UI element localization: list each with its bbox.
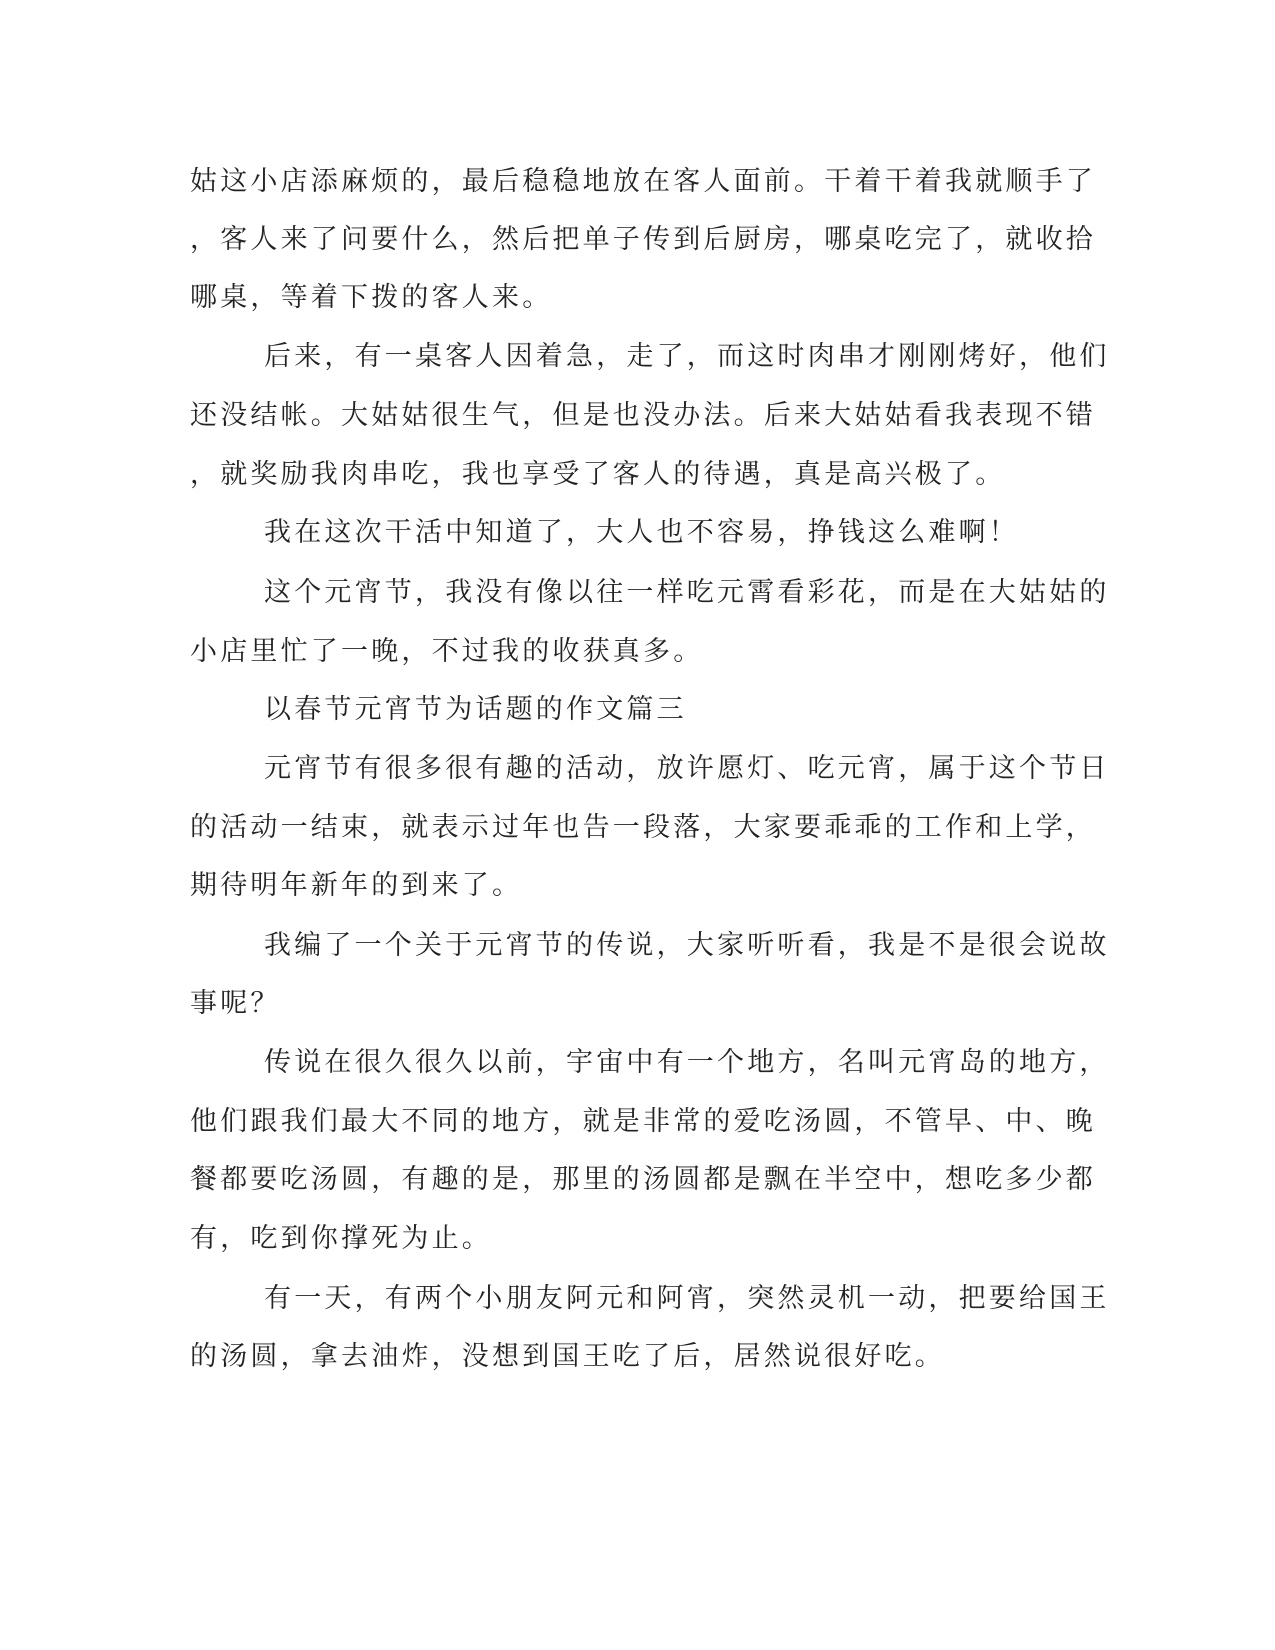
paragraph-start-line: 这个元宵节，我没有像以往一样吃元霄看彩花，而是在大姑姑的 (264, 577, 1110, 608)
text-line: 小店里忙了一晚，不过我的收获真多。 (190, 636, 704, 667)
paragraph-start-line: 传说在很久很久以前，宇宙中有一个地方，名叫元宵岛的地方， (264, 1047, 1110, 1078)
paragraph-start-line: 后来，有一桌客人因着急，走了，而这时肉串才刚刚烤好，他们 (264, 341, 1110, 372)
text-line: 期待明年新年的到来了。 (190, 870, 523, 901)
text-line: 的活动一结束，就表示过年也告一段落，大家要乖乖的工作和上学， (190, 812, 1096, 843)
text-line: ，客人来了问要什么，然后把单子传到后厨房，哪桌吃完了，就收拾 (190, 224, 1096, 255)
text-line: 姑这小店添麻烦的，最后稳稳地放在客人面前。干着干着我就顺手了 (190, 166, 1096, 197)
text-line: ，就奖励我肉串吃，我也享受了客人的待遇，真是高兴极了。 (190, 459, 1006, 490)
paragraph-start-line: 元宵节有很多很有趣的活动，放许愿灯、吃元宵，属于这个节日 (264, 753, 1110, 784)
text-line: 还没结帐。大姑姑很生气，但是也没办法。后来大姑姑看我表现不错 (190, 400, 1096, 431)
section-heading: 以春节元宵节为话题的作文篇三 (264, 694, 687, 725)
text-line: 餐都要吃汤圆，有趣的是，那里的汤圆都是飘在半空中，想吃多少都 (190, 1164, 1096, 1195)
paragraph-start-line: 我编了一个关于元宵节的传说，大家听听看，我是不是很会说故 (264, 930, 1110, 961)
paragraph-start-line: 我在这次干活中知道了，大人也不容易，挣钱这么难啊！ (264, 517, 1019, 548)
text-line: 有，吃到你撑死为止。 (190, 1223, 492, 1254)
text-line: 他们跟我们最大不同的地方，就是非常的爱吃汤圆，不管早、中、晚 (190, 1106, 1096, 1137)
text-line: 哪桌，等着下拨的客人来。 (190, 282, 553, 313)
paragraph-start-line: 有一天，有两个小朋友阿元和阿宵，突然灵机一动，把要给国王 (264, 1283, 1110, 1314)
text-line: 的汤圆，拿去油炸，没想到国王吃了后，居然说很好吃。 (190, 1341, 945, 1372)
text-line: 事呢？ (190, 988, 281, 1019)
